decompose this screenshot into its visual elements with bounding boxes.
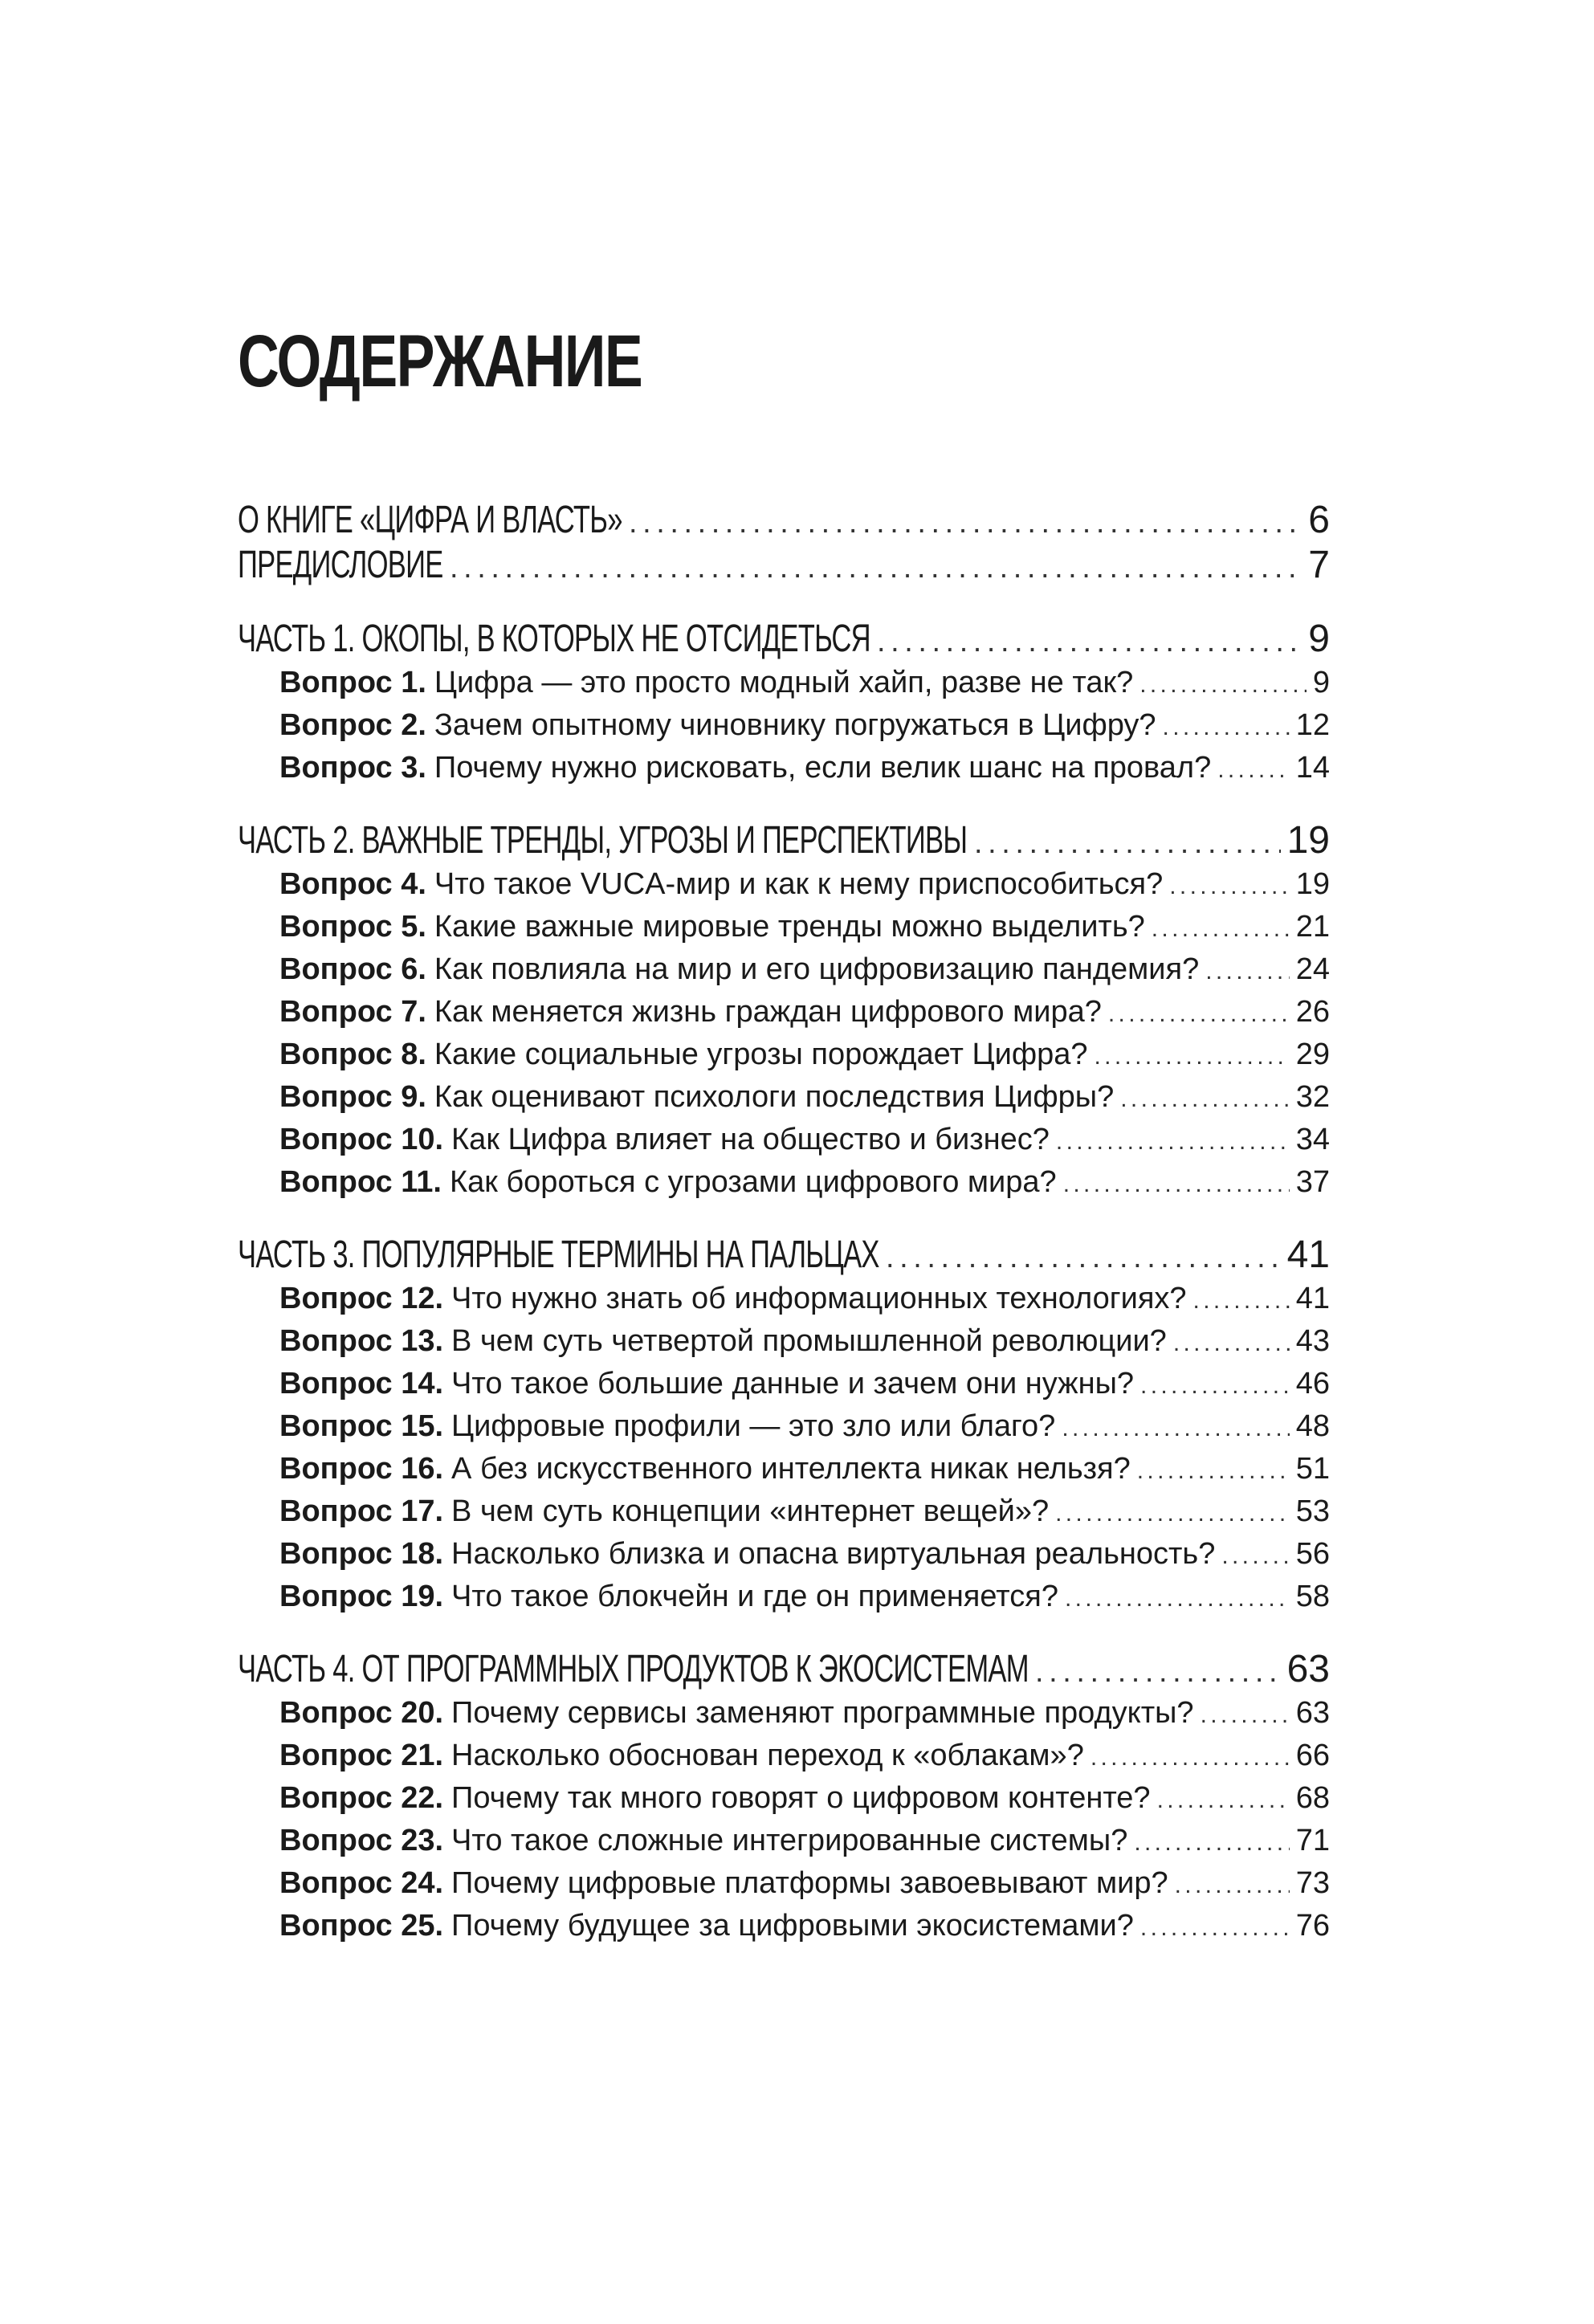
entry-title: О КНИГЕ «ЦИФРА И ВЛАСТЬ» [238, 499, 622, 541]
question-text: Как повлияла на мир и его цифровизацию пандемия? [434, 952, 1200, 986]
leader-dots [1201, 1694, 1290, 1736]
question-text: Почему так много говорят о цифровом контенте? [451, 1781, 1151, 1815]
toc-entry-question[interactable] [238, 1862, 1330, 1905]
question-label: Вопрос 24. [279, 1866, 444, 1900]
question-label: Вопрос 14. [279, 1367, 444, 1401]
question-text: Цифровые профили — это зло или благо? [451, 1409, 1056, 1443]
question-text: Как меняется жизнь граждан цифрового мира? [434, 995, 1102, 1029]
toc-entry-question[interactable] [238, 1820, 1330, 1862]
toc-entry-question[interactable] [238, 1161, 1330, 1204]
page-number: 71 [1295, 1824, 1330, 1857]
question-text-wrap [279, 906, 1145, 948]
toc-part-3 [238, 1233, 1330, 1618]
toc-part-2 [238, 818, 1330, 1204]
leader-dots [1152, 907, 1290, 950]
toc-entry-question[interactable] [238, 1735, 1330, 1777]
question-text-wrap [279, 1905, 1134, 1947]
part-title: ЧАСТЬ 3. ПОПУЛЯРНЫЕ ТЕРМИНЫ НА ПАЛЬЦАХ [238, 1233, 879, 1276]
page-number: 43 [1295, 1324, 1330, 1358]
page-number: 58 [1295, 1580, 1330, 1613]
page-number: 46 [1295, 1367, 1330, 1401]
leader-dots [974, 821, 1281, 866]
toc-entry-part-1[interactable] [238, 617, 1330, 662]
leader-dots [629, 500, 1302, 545]
page-number: 12 [1295, 708, 1330, 742]
toc-entry-question[interactable] [238, 1119, 1330, 1161]
question-text-wrap [279, 1862, 1168, 1905]
question-label: Вопрос 2. [279, 708, 426, 742]
leader-dots [1173, 1322, 1290, 1364]
leader-dots [1055, 1492, 1290, 1535]
toc-entry-question[interactable] [238, 747, 1330, 789]
toc-entry-question[interactable] [238, 948, 1330, 991]
question-text-wrap [279, 1034, 1088, 1076]
question-text-wrap [279, 1735, 1084, 1777]
question-text-wrap [279, 1820, 1127, 1862]
question-label: Вопрос 22. [279, 1781, 444, 1815]
page-number: 29 [1295, 1038, 1330, 1071]
question-label: Вопрос 6. [279, 952, 426, 986]
page-number: 66 [1295, 1739, 1330, 1772]
page-number: 14 [1295, 751, 1330, 785]
question-text-wrap [279, 1692, 1194, 1735]
toc-entry-question[interactable] [238, 1576, 1330, 1618]
leader-dots [1063, 1163, 1290, 1205]
toc-title: СОДЕРЖАНИЕ [238, 320, 642, 402]
leader-dots [1157, 1779, 1290, 1821]
question-text: Цифра — это просто модный хайп, разве не так? [434, 666, 1134, 699]
leader-dots [1035, 1649, 1281, 1694]
question-text: Что такое сложные интегрированные системы? [451, 1824, 1128, 1857]
entry-title: ПРЕДИСЛОВИЕ [238, 544, 443, 586]
toc-entry-part-4[interactable] [238, 1647, 1330, 1692]
page-number: 6 [1308, 499, 1330, 541]
part-title: ЧАСТЬ 2. ВАЖНЫЕ ТРЕНДЫ, УГРОЗЫ И ПЕРСПЕКТИВЫ [238, 819, 968, 862]
question-text: Как бороться с угрозами цифрового мира? [449, 1165, 1057, 1199]
question-text-wrap [279, 1320, 1167, 1363]
question-label: Вопрос 23. [279, 1824, 444, 1857]
toc-entry-question[interactable] [238, 906, 1330, 948]
toc-entry-question[interactable] [238, 1490, 1330, 1533]
toc-entry-question[interactable] [238, 1692, 1330, 1735]
toc-entry-about-book[interactable] [238, 498, 1330, 543]
question-label: Вопрос 20. [279, 1696, 444, 1730]
question-text: Какие социальные угрозы порождает Цифра? [434, 1038, 1088, 1071]
question-label: Вопрос 16. [279, 1452, 444, 1486]
page-number: 41 [1295, 1282, 1330, 1315]
toc-entry-question[interactable] [238, 863, 1330, 906]
toc-intro [238, 498, 1330, 588]
question-text: А без искусственного интеллекта никак нельзя? [451, 1452, 1131, 1486]
question-text: Что такое VUCA-мир и как к нему приспособиться? [434, 867, 1164, 901]
question-text-wrap [279, 1490, 1049, 1533]
page-number: 53 [1295, 1494, 1330, 1528]
question-label: Вопрос 17. [279, 1494, 444, 1528]
leader-dots [1217, 748, 1290, 791]
toc-entry-question[interactable] [238, 1034, 1330, 1076]
leader-dots [1140, 1906, 1290, 1949]
question-label: Вопрос 15. [279, 1409, 444, 1443]
page-number: 34 [1295, 1123, 1330, 1156]
question-text: Что такое большие данные и зачем они нужны? [451, 1367, 1135, 1401]
page-number: 63 [1295, 1696, 1330, 1730]
leader-dots [1175, 1864, 1290, 1906]
toc-entry-question[interactable] [238, 704, 1330, 747]
page-number: 48 [1295, 1409, 1330, 1443]
leader-dots [1137, 1449, 1290, 1492]
page-number: 37 [1295, 1165, 1330, 1199]
question-text: В чем суть концепции «интернет вещей»? [451, 1494, 1050, 1528]
toc-entry-preface[interactable] [238, 543, 1330, 588]
question-label: Вопрос 19. [279, 1580, 444, 1613]
question-text-wrap [279, 1405, 1055, 1448]
question-text: Что нужно знать об информационных технологиях? [451, 1282, 1187, 1315]
question-label: Вопрос 12. [279, 1282, 444, 1315]
question-text: Насколько обоснован переход к «облакам»? [451, 1739, 1084, 1772]
toc-entry-question[interactable] [238, 1448, 1330, 1490]
page-number: 9 [1312, 666, 1330, 699]
toc-entry-question[interactable] [238, 991, 1330, 1034]
leader-dots [1139, 663, 1307, 706]
leader-dots [1091, 1736, 1290, 1779]
question-label: Вопрос 18. [279, 1537, 444, 1571]
leader-dots [877, 619, 1302, 664]
page-number: 41 [1286, 1233, 1330, 1276]
leader-dots [1134, 1821, 1289, 1864]
leader-dots [1193, 1279, 1290, 1322]
toc-entry-question[interactable] [238, 1320, 1330, 1363]
page-number: 26 [1295, 995, 1330, 1029]
question-text-wrap [279, 662, 1133, 704]
page-number: 63 [1286, 1648, 1330, 1690]
part-title: ЧАСТЬ 4. ОТ ПРОГРАММНЫХ ПРОДУКТОВ К ЭКОСИСТЕМАМ [238, 1648, 1029, 1690]
question-text-wrap [279, 1448, 1131, 1490]
toc-entry-question[interactable] [238, 1905, 1330, 1947]
leader-dots [450, 545, 1302, 590]
page-number: 76 [1295, 1909, 1330, 1943]
leader-dots [1205, 950, 1290, 993]
question-text: Какие важные мировые тренды можно выделить? [434, 910, 1145, 944]
question-text-wrap [279, 1076, 1114, 1119]
question-text-wrap [279, 1278, 1187, 1320]
page-number: 56 [1295, 1537, 1330, 1571]
page-number: 7 [1308, 544, 1330, 586]
page-number: 68 [1295, 1781, 1330, 1815]
question-label: Вопрос 3. [279, 751, 426, 785]
page-number: 32 [1295, 1080, 1330, 1114]
question-text-wrap [279, 1119, 1050, 1161]
leader-dots [1095, 1035, 1290, 1078]
question-label: Вопрос 4. [279, 867, 426, 901]
toc-part-1 [238, 617, 1330, 789]
question-text-wrap [279, 1161, 1057, 1204]
question-label: Вопрос 13. [279, 1324, 444, 1358]
page-number: 24 [1295, 952, 1330, 986]
question-label: Вопрос 8. [279, 1038, 426, 1071]
question-text: Почему нужно рисковать, если велик шанс на провал? [434, 751, 1212, 785]
toc-page [238, 321, 1330, 1976]
question-text: Почему цифровые платформы завоевывают мир? [451, 1866, 1168, 1900]
toc-parts [238, 617, 1330, 1947]
question-text-wrap [279, 747, 1211, 789]
page-number: 19 [1286, 819, 1330, 862]
leader-dots [1140, 1364, 1290, 1407]
question-label: Вопрос 7. [279, 995, 426, 1029]
question-label: Вопрос 21. [279, 1739, 444, 1772]
question-text-wrap [279, 704, 1156, 747]
question-label: Вопрос 11. [279, 1165, 442, 1199]
question-text: Насколько близка и опасна виртуальная реальность? [451, 1537, 1216, 1571]
question-text: Как оценивают психологи последствия Цифры? [434, 1080, 1115, 1114]
question-text: Что такое блокчейн и где он применяется? [451, 1580, 1058, 1613]
question-text-wrap [279, 863, 1163, 906]
page-number: 9 [1308, 618, 1330, 660]
toc-entry-question[interactable] [238, 1278, 1330, 1320]
question-text: Почему сервисы заменяют программные продукты? [451, 1696, 1194, 1730]
question-text-wrap [279, 1777, 1151, 1820]
question-label: Вопрос 10. [279, 1123, 444, 1156]
leader-dots [1169, 865, 1289, 907]
leader-dots [1056, 1120, 1290, 1163]
question-text: Почему будущее за цифровыми экосистемами? [451, 1909, 1134, 1943]
leader-dots [886, 1235, 1281, 1280]
leader-dots [1108, 993, 1290, 1035]
question-label: Вопрос 1. [279, 666, 426, 699]
toc-entry-question[interactable] [238, 1533, 1330, 1576]
toc-entry-part-2[interactable] [238, 818, 1330, 863]
toc-entry-question[interactable] [238, 1076, 1330, 1119]
toc-entry-question[interactable] [238, 1363, 1330, 1405]
leader-dots [1221, 1535, 1289, 1577]
toc-entry-question[interactable] [238, 662, 1330, 704]
question-text: Зачем опытному чиновнику погружаться в Цифру? [434, 708, 1156, 742]
question-label: Вопрос 9. [279, 1080, 426, 1114]
leader-dots [1163, 706, 1290, 748]
question-text-wrap [279, 1363, 1134, 1405]
page-number: 21 [1295, 910, 1330, 944]
leader-dots [1065, 1577, 1290, 1620]
toc-part-4 [238, 1647, 1330, 1947]
toc-entry-question[interactable] [238, 1405, 1330, 1448]
leader-dots [1120, 1078, 1289, 1120]
part-title: ЧАСТЬ 1. ОКОПЫ, В КОТОРЫХ НЕ ОТСИДЕТЬСЯ [238, 618, 870, 660]
page-number: 51 [1295, 1452, 1330, 1486]
leader-dots [1062, 1407, 1289, 1449]
page-number: 19 [1295, 867, 1330, 901]
question-text: Как Цифра влияет на общество и бизнес? [451, 1123, 1050, 1156]
question-label: Вопрос 25. [279, 1909, 444, 1943]
toc-entry-part-3[interactable] [238, 1233, 1330, 1278]
question-text: В чем суть четвертой промышленной революции? [451, 1324, 1167, 1358]
question-text-wrap [279, 1576, 1058, 1618]
question-text-wrap [279, 1533, 1215, 1576]
question-text-wrap [279, 948, 1199, 991]
page-number: 73 [1295, 1866, 1330, 1900]
question-text-wrap [279, 991, 1102, 1034]
toc-entry-question[interactable] [238, 1777, 1330, 1820]
question-label: Вопрос 5. [279, 910, 426, 944]
